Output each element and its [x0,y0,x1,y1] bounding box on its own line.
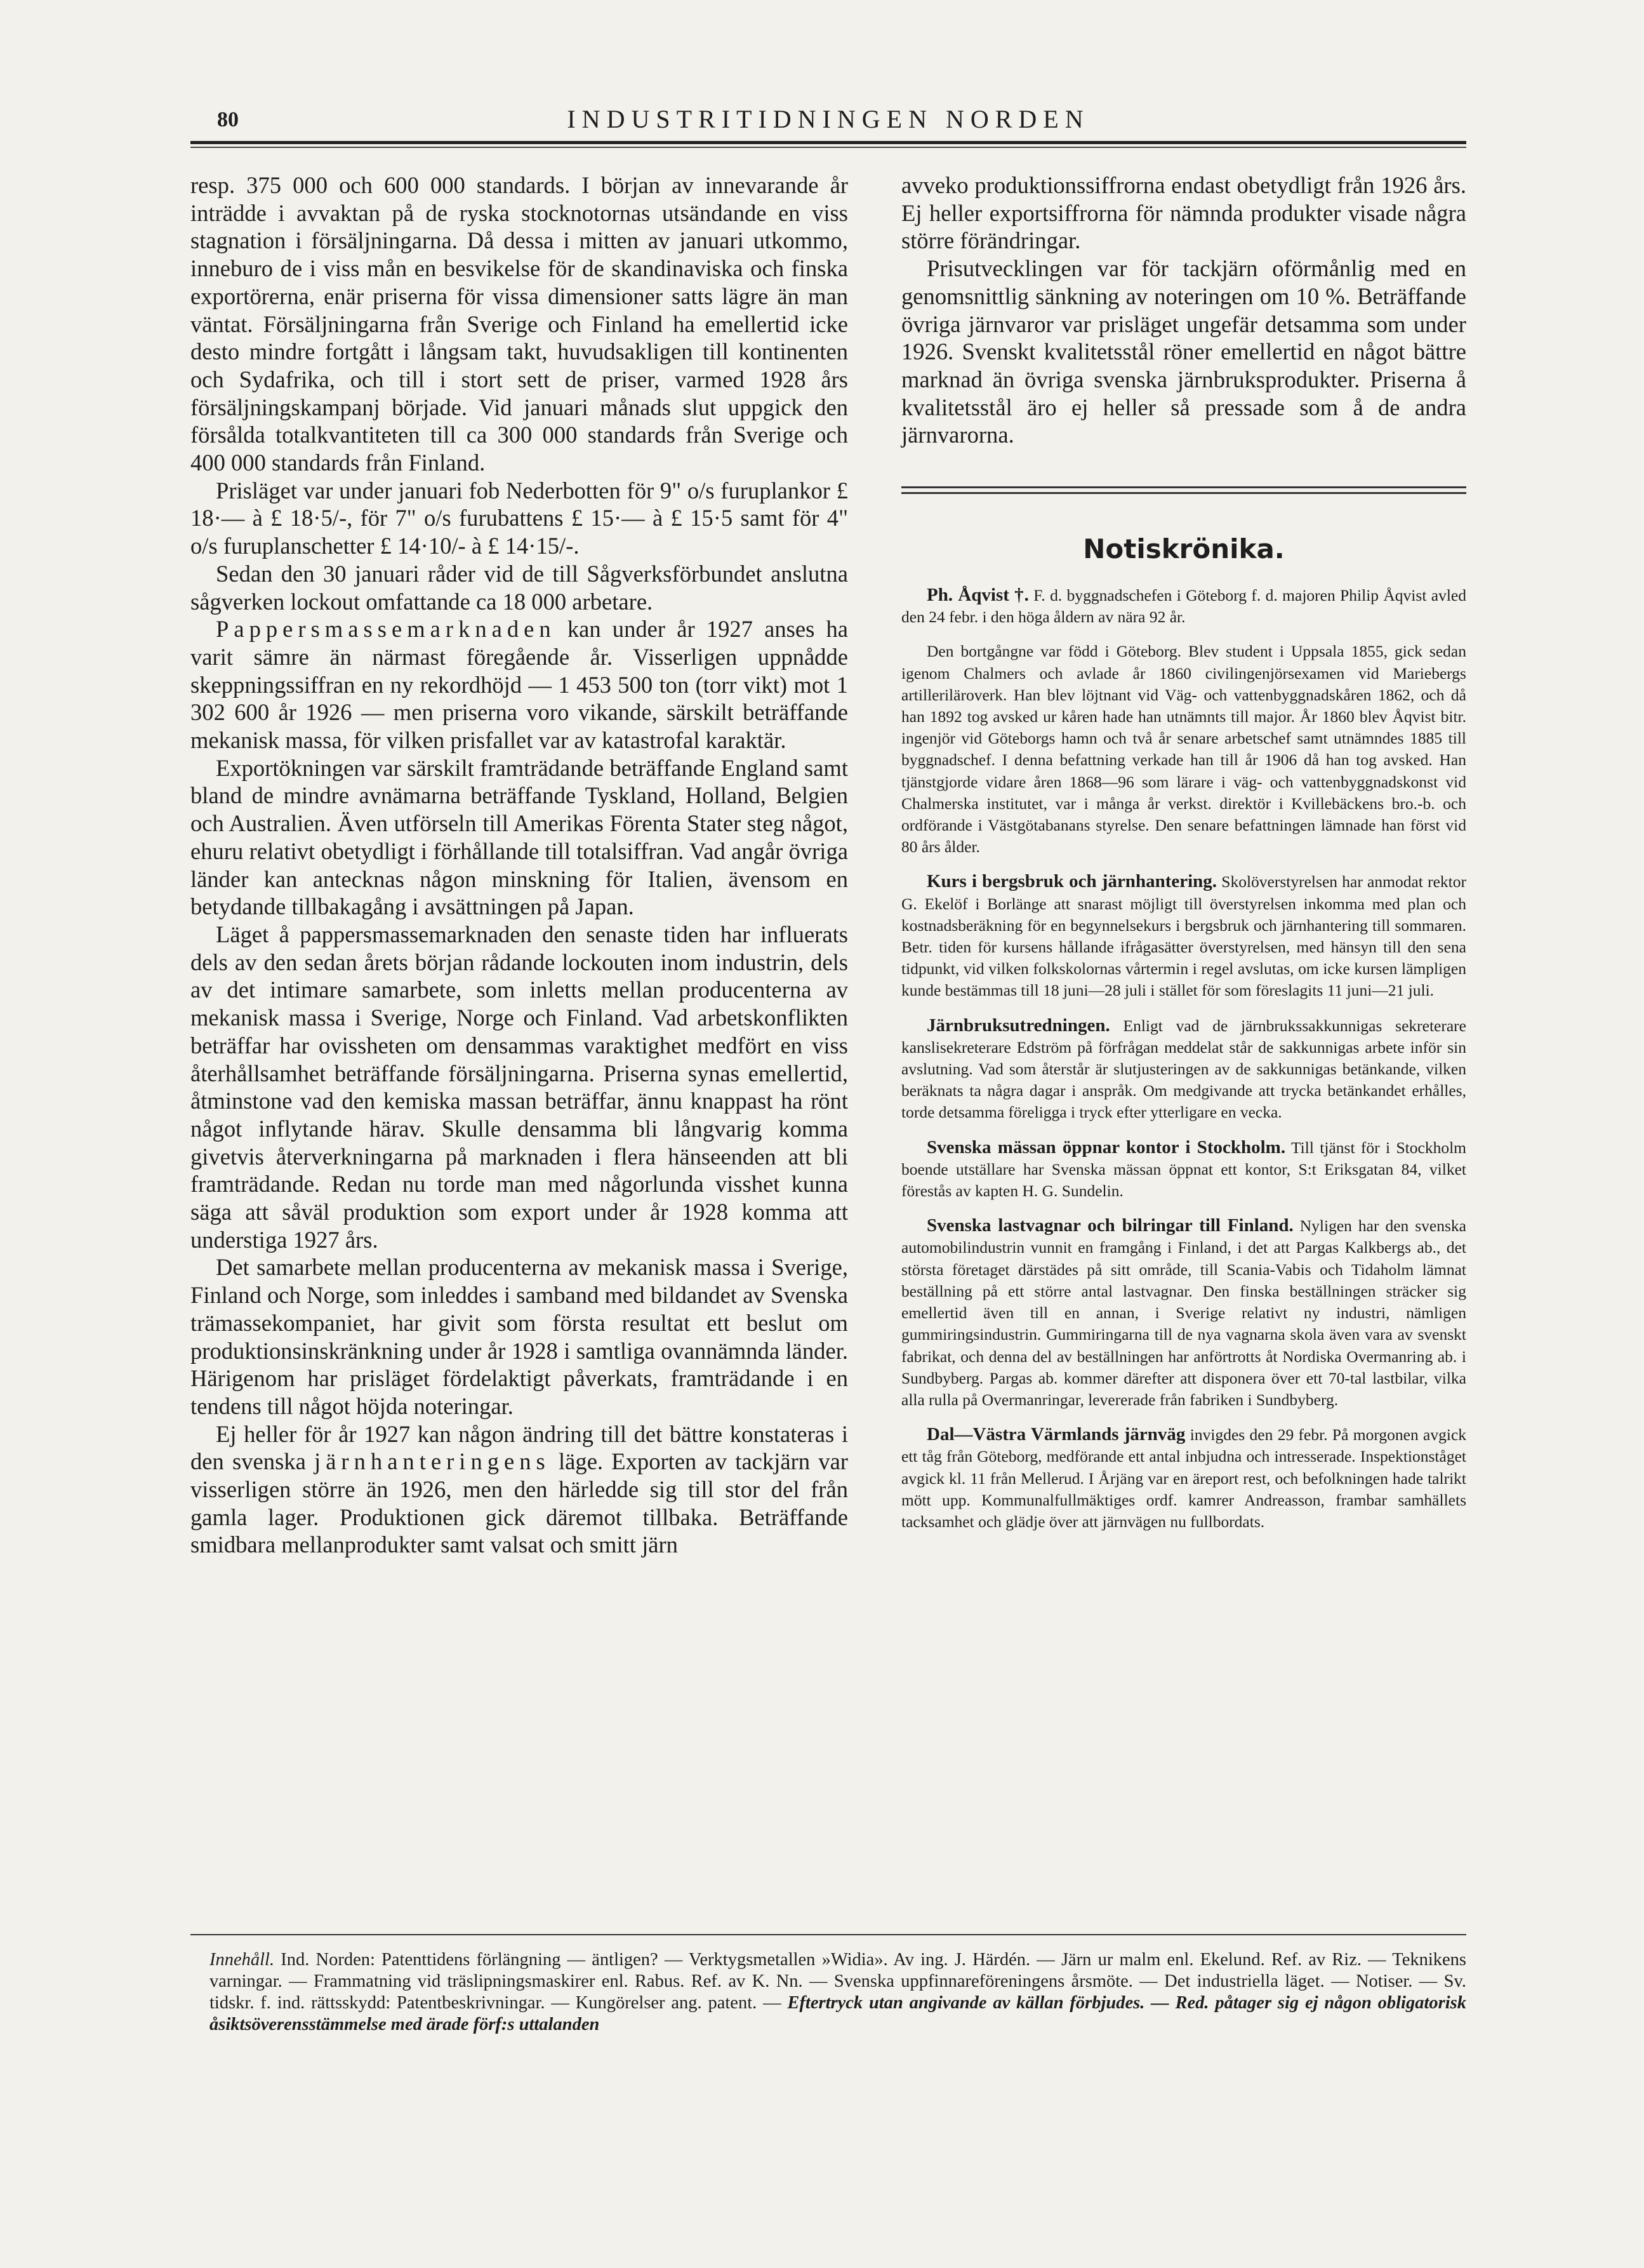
notis-lead: Svenska lastvagnar och bilringar till Finland. [927,1215,1294,1236]
notis-item-aqvist [901,584,1466,628]
notis-text: Enligt vad de järnbrukssakkunnigas sekreterare kanslisekreterare Edström på förfrågan meddelat står de sakkunnigas arbete inför sin avslutning. Vad som återstår är slutjusteringen av de sakkunnigas betänkande, vilken beräknats ta några dagar i anspråk. Om medgivande att trycka betänkandet erhålles, torde detsamma föreligga i tryck efter ytterligare en vecka. [901,1016,1466,1122]
left-paragraph-6: Läget å pappersmassemarknaden den senaste tiden har influerats dels av den sedan årets början rådande lockouten inom industrin, dels av det intimare samarbete, som inletts mellan producenterna av mekanisk massa i Sverige, Norge och Finland. Vad arbetskonflikten beträffar har ovissheten om densammas varaktighet medfört en viss återhållsamhet beträffande försäljningarna. Priserna synas emellertid, åtminstone vad den kemiska massan beträffar, ännu knappast ha rönt något inflytande härav. Skulle densamma bli långvarig komma givetvis återverkningarna på marknaden i flera hänseenden att bli framträdande. Redan nu torde man med någorlunda visshet kunna säga att såväl produktion som export under år 1928 komma att understiga 1927 års. [190,921,848,1253]
notis-item-jarnbruksutredningen [901,1015,1466,1124]
notis-lead: Järnbruksutredningen. [927,1015,1110,1036]
notis-item-lastvagnar [901,1215,1466,1411]
header-rule-thick [190,141,1466,144]
left-paragraph-4-text: kan under år 1927 anses ha varit sämre än närmast föregående år. Visserligen uppnådde skeppningssiffran en ny rekordhöjd — 1 453 500 ton (torr vikt) mot 1 302 600 år 1926 — men priserna voro vikande, särskilt beträffande mekanisk massa, för vilken prisfallet var av katastrofal karaktär. [190,616,848,754]
contents-footer [209,1949,1466,2036]
notis-lead: Dal—Västra Värmlands järnväg [927,1424,1186,1445]
notis-lead: Kurs i bergsbruk och järnhantering. [927,871,1217,892]
notis-item-svenska-massan [901,1137,1466,1203]
header-rule-thin [190,147,1466,148]
left-paragraph-8-pre: Ej heller för år 1927 kan någon ändring till det bättre konstateras i den svenska [190,1420,848,1475]
section-lead-pappersmassemarknaden: Pappersmassemarknaden [216,616,556,643]
left-paragraph-5: Exportökningen var särskilt framträdande beträffande England samt bland de mindre avnämarna beträffande Tyskland, Holland, Belgien och Australien. Även utförseln till Amerikas Förenta Stater steg något, ehuru relativt obetydligt i förhållande till totalsiffran. Vad angår övriga länder kan antecknas någon minskning för Italien, ävensom en betydande tillbakagång i avsättningen på Japan. [190,754,848,920]
notis-lead: Svenska mässan öppnar kontor i Stockholm. [927,1137,1286,1157]
notis-text: invigdes den 29 febr. På morgonen avgick ett tåg från Göteborg, medförande ett antal inbjudna och intresserade. Inspektionståget avgick kl. 11 från Mellerud. I Årjäng var en äreport rest, och befolkningen hade talrikt mött upp. Kommunalfullmäktiges ordf. kamrer Andreasson, frambar samhällets tacksamhet och glädje över att järnvägen nu fullbordats. [901,1425,1467,1531]
left-paragraph-8 [190,1420,848,1559]
innehall-label: Innehåll. [209,1950,275,1970]
page-number: 80 [217,108,239,131]
notis-text: Skolöverstyrelsen har anmodat rektor G. Ekelöf i Borlänge att snarast möjligt till överstyrelsen inkomma med plan och kostnadsberäkning för en begynnelsekurs i bergsbruk och järnhantering till sommaren. Betr. tiden för kursens hållande ifrågasätter överstyrelsen, med hänsyn till den sena tidpunkt, vid vilken folkskolornas vårtermin i regel avslutas, om icke kursen lämpligen kunde bestämmas till 18 juni—28 juli i stället för som föreslagits 11 juni—21 juli. [901,872,1466,1000]
footer-rule [190,1934,1466,1935]
notis-item-dal-vastra-varmlands [901,1424,1466,1533]
notis-column [901,584,1466,1545]
notis-lead: Ph. Åqvist †. [927,585,1029,605]
innehall-text: Ind. Norden: Patenttidens förlängning — äntligen? — Verktygsmetallen »Widia». Av ing. J. Härdén. — Järn ur malm enl. Ekelund. Ref. av Riz. — Teknikens varningar. — Frammatning vid träslipningsmaskirer enl. Rabus. Ref. av K. Nn. — Svenska uppfinnareföreningens årsmöte. — Det industriella läget. — Notiser. — Sv. tidskr. f. ind. rättsskydd: Patentbeskrivningar. — Kungörelser ang. patent. — [209,1950,1466,2013]
left-paragraph-4 [190,615,848,754]
right-paragraph-2: Prisutvecklingen var för tackjärn oförmånlig med en genomsnittlig sänkning av noteringen om 10 %. Beträffande övriga järnvaror var prisläget ungefär detsamma som under 1926. Svenskt kvalitetsstål röner emellertid en något bättre marknad än övriga svenska järnbruksprodukter. Priserna å kvalitetsstål äro ej heller så pressade som å de andra järnvarorna. [901,255,1466,448]
left-paragraph-3: Sedan den 30 januari råder vid de till Sågverksförbundet anslutna sågverken lockout omfattande ca 18 000 arbetare. [190,560,848,615]
notis-text: Nyligen har den svenska automobilindustrin vunnit en framgång i Finland, i det att Pargas Kalkbergs ab., det största företaget därstädes på sitt område, till Scania-Vabis och Tidaholm lämnat beställning på ett större antal lastvagnar. Den finska beställningen sträcker sig emellertid även till en annan, i Sverige relativt ny industri, nämligen gummiringsindustrin. Gummiringarna till de nya vagnarna skola även vara av svenskt fabrikat, och denna del av beställningen har anförtrotts åt Nordiska Overmanring ab. i Sundbyberg. Pargas ab. kommer därefter att disponera över ett 70-tal lastbilar, vilka alla rulla på Overmanringar, levererade från fabriken i Sundbyberg. [901,1217,1466,1409]
left-paragraph-8-rest: läge. Exporten av tackjärn var visserligen större än 1926, men den härledde sig till stor del från gamla lager. Produktionen gick däremot tillbaka. Beträffande smidbara mellanprodukter samt valsat och smitt järn [190,1448,848,1558]
notis-item-kurs [901,871,1466,1001]
left-column [190,171,848,1905]
left-paragraph-1: resp. 375 000 och 600 000 standards. I början av innevarande år inträdde i avvaktan på de ryska stocknotornas utsändande en viss stagnation i försäljningarna. Då dessa i mitten av januari utkommo, inneburo de i viss mån en besvikelse för de skandinaviska och finska exportörerna, enär priserna för vissa dimensioner satts lägre än man väntat. Försäljningarna från Sverige och Finland ha emellertid icke desto mindre fortgått i långsam takt, huvudsakligen till kontinenten och Sydafrika, och till i stort sett de priser, varmed 1928 års försäljningskampanj började. Vid januari månads slut uppgick den försålda totalkvantiteten till ca 300 000 standards från Sverige och 400 000 standards från Finland. [190,172,848,476]
eftertryck-notice: Eftertryck utan angivande av källan förbjudes. — Red. påtager sig ej någon obligatorisk åsiktsöverensstämmelse med ärade förf:s uttalanden [209,1993,1466,2034]
section-lead-jarnhantering: järnhanteringens [314,1448,550,1475]
right-paragraph-1: avveko produktionssiffrorna endast obetydligt från 1926 års. Ej heller exportsiffrorna för nämnda produkter visade några större förändringar. [901,172,1466,254]
right-column-continuation [901,171,1466,449]
notis-text: F. d. byggnadschefen i Göteborg f. d. majoren Philip Åqvist avled den 24 febr. i den höga åldern av nära 92 år. [901,586,1467,627]
notis-text: Till tjänst för i Stockholm boende utställare har Svenska mässan öppnat ett kontor, S:t Eriksgatan 84, vilket förestås av kapten H. G. Sundelin. [901,1138,1466,1201]
notis-heading: Notiskrönika. [1083,533,1285,564]
notis-item-aqvist-detail: Den bortgångne var född i Göteborg. Blev student i Uppsala 1855, gick sedan igenom Chalmers och avlade år 1860 civilingenjörsexamen vid Mariebergs artilleriläroverk. Han blev löjtnant vid Väg- och vattenbyggnadskåren 1862, och då han 1892 tog avsked ur kåren hade han utnämnts till major. År 1860 blev Åqvist bitr. ingenjör vid Göteborgs hamn och två år senare arbetschef samt utnämndes 1885 till byggnadschef. I denna befattning verkade han till år 1906 då han tog avsked. Han tjänstgjorde vidare åren 1868—96 som lärare i väg- och vattenbyggnadskonst vid Chalmerska institutet, var i många år verkst. direktör i Kvillebäckens bro.-b. och ordförande i Västgötabanans styrelse. Den senare befattningen lämnade han först vid 80 års ålder. [901,642,1466,857]
section-rule-bottom [901,492,1466,494]
section-rule-top [901,486,1466,488]
left-paragraph-2: Prisläget var under januari fob Nederbotten för 9" o/s furuplankor £ 18·— à £ 18·5/-, för 7" o/s furubattens £ 15·— à £ 15·5 samt för 4" o/s furuplanschetter £ 14·10/- à £ 14·15/-. [190,477,848,559]
left-paragraph-7: Det samarbete mellan producenterna av mekanisk massa i Sverige, Finland och Norge, som inleddes i samband med bildandet av Svenska trämassekompaniet, har givit som första resultat ett beslut om produktionsinskränkning under år 1928 i samtliga ovannämnda länder. Härigenom har prisläget fördelaktigt påverkats, framträdande i en tendens till något höjda noteringar. [190,1254,848,1419]
journal-title: INDUSTRITIDNINGEN NORDEN [567,105,1090,133]
